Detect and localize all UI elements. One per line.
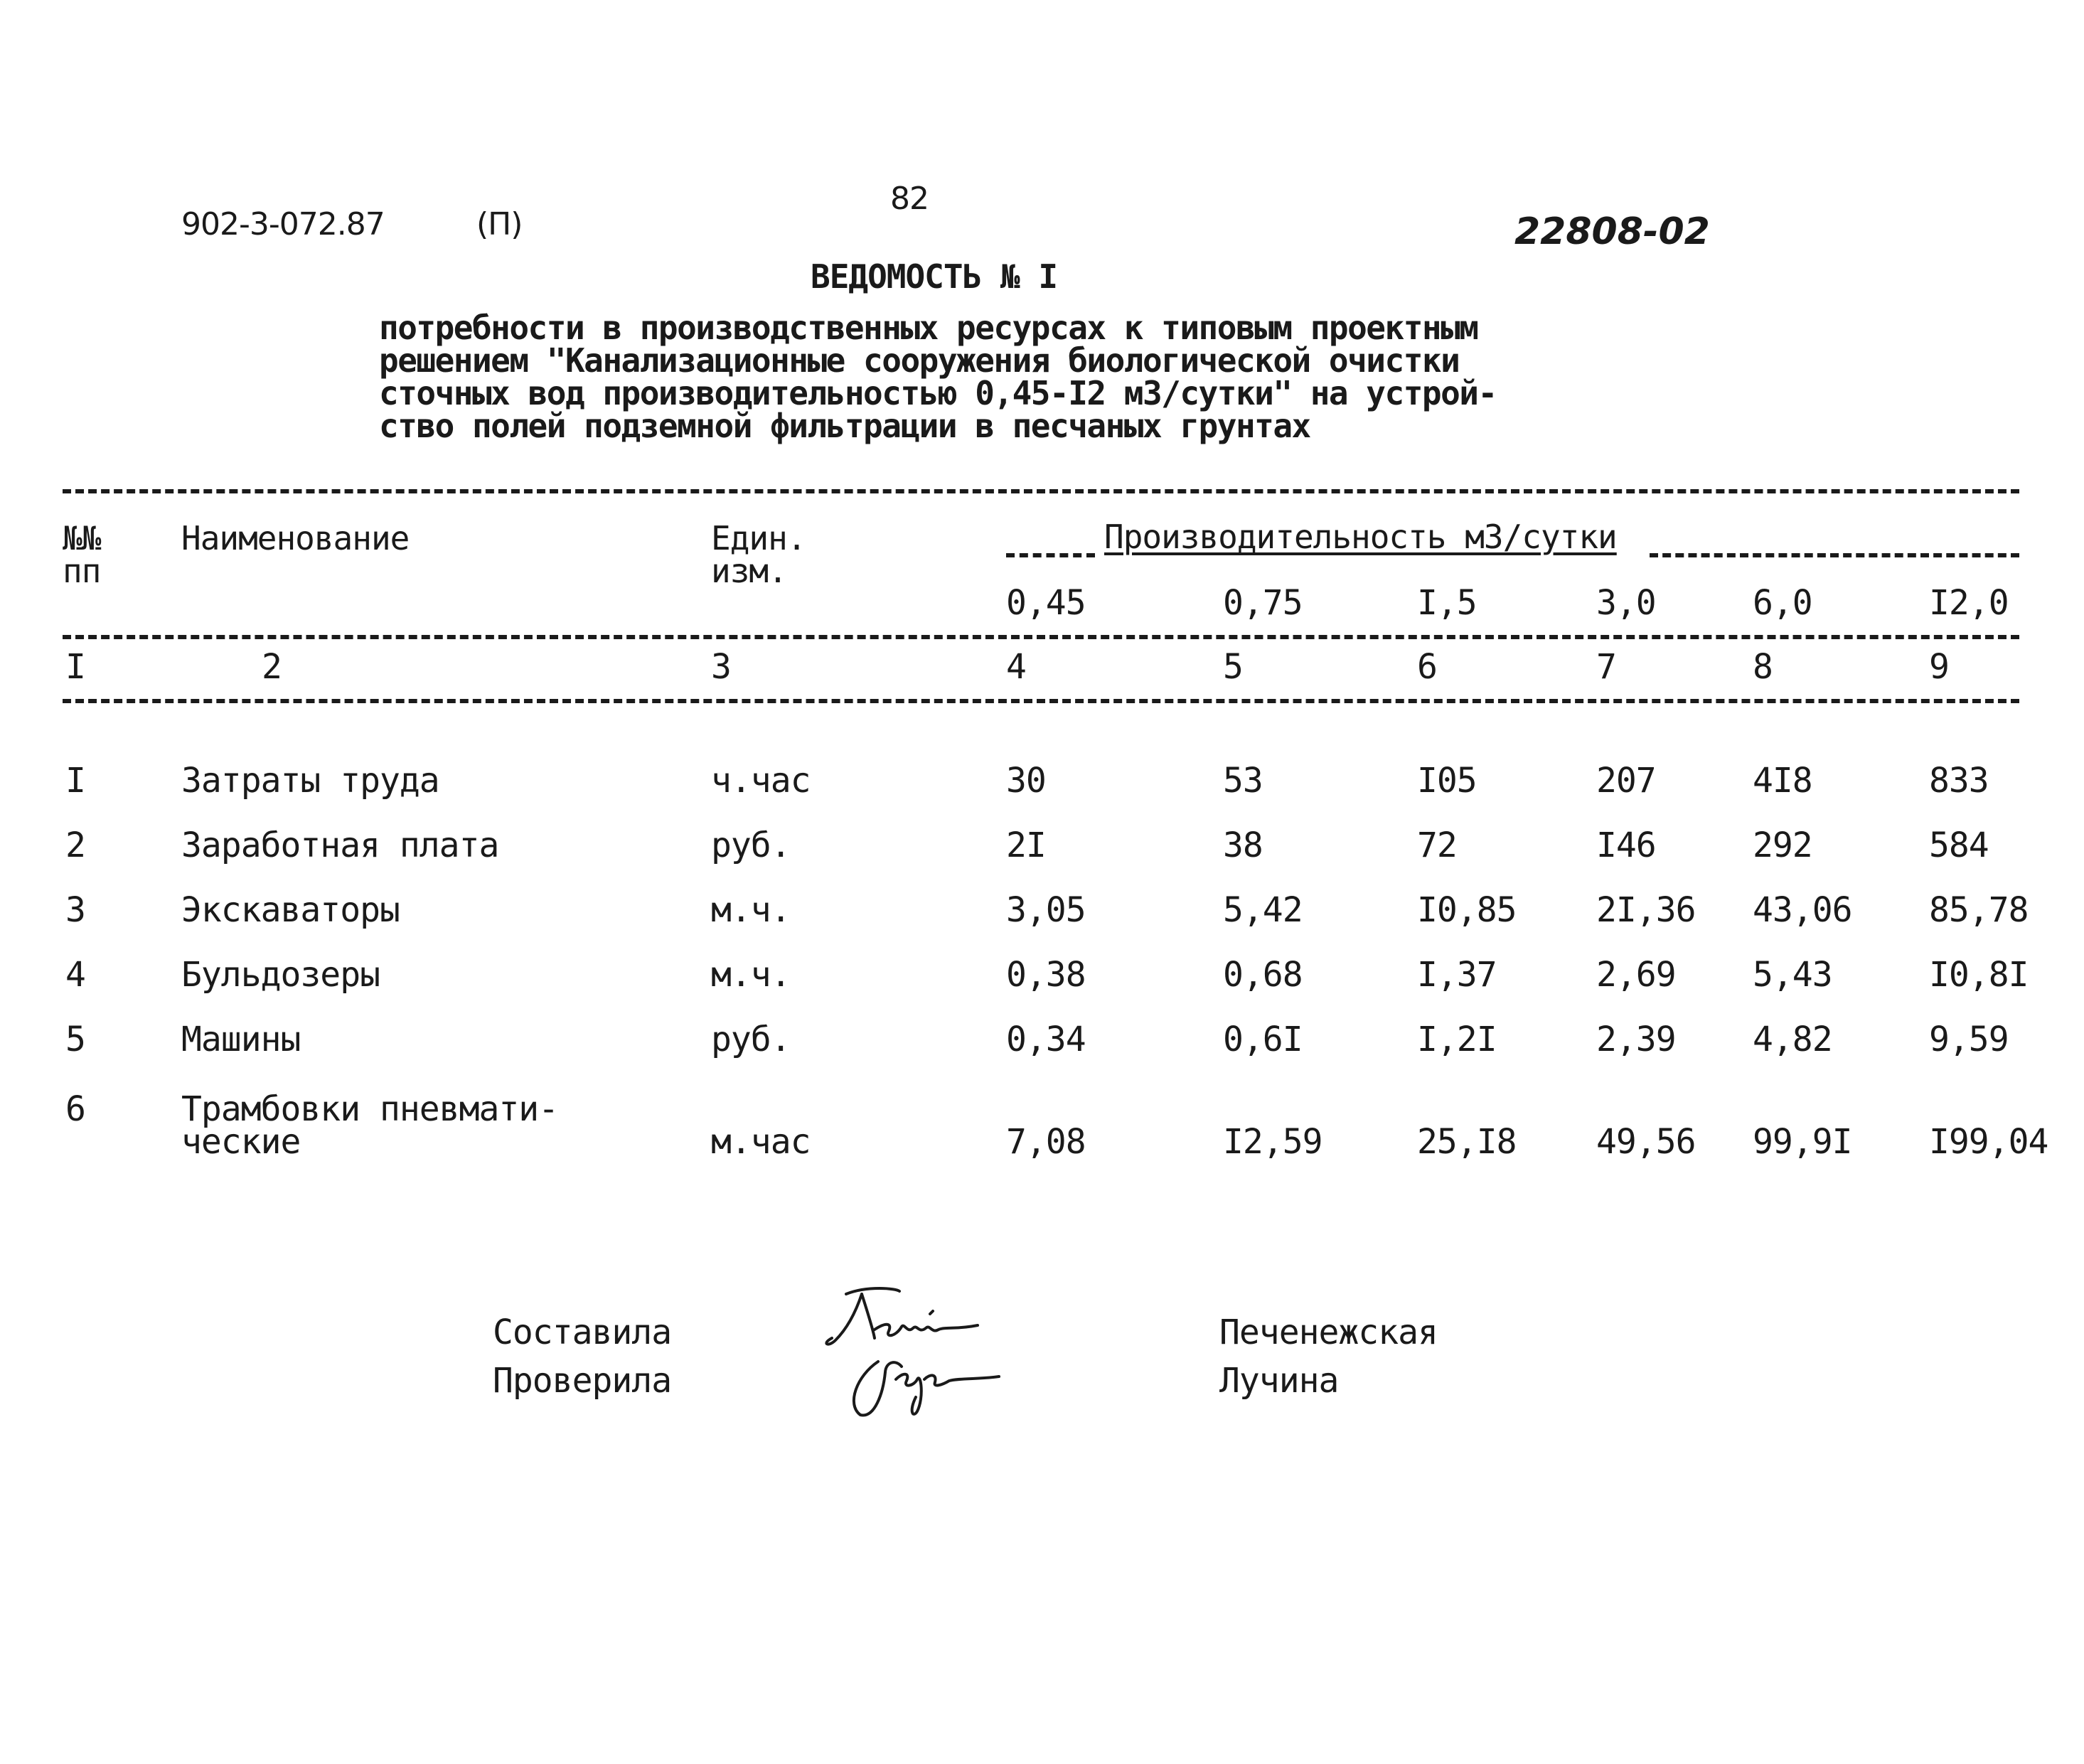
page-title: ВЕДОМОСТЬ № I <box>811 257 1058 296</box>
compiled-by-label: Составила <box>493 1313 672 1352</box>
checked-by-name: Лучина <box>1219 1361 1339 1401</box>
row-value: I46 <box>1596 825 1656 865</box>
header-bottom-rule <box>63 635 2019 639</box>
col-header-capacity-1: 0,45 <box>1006 583 1086 623</box>
row-value: 3,05 <box>1006 890 1086 930</box>
checked-by-label: Проверила <box>493 1361 672 1401</box>
col-header-unit-1: Един. <box>711 519 806 557</box>
row-number: I <box>65 761 85 801</box>
row-unit: руб. <box>711 1020 791 1059</box>
row-number: 4 <box>65 955 85 995</box>
col-header-num-1: №№ <box>63 519 101 557</box>
row-name-line-2: ческие <box>181 1122 301 1162</box>
page-number: 82 <box>890 181 929 217</box>
row-value: 4I8 <box>1753 761 1812 801</box>
subtitle-line-1: потребности в производственных ресурсах к типовым проектным <box>379 309 1478 347</box>
subtitle-line-3: сточных вод производительностью 0,45-I2 м3/сутки" на устрой- <box>379 374 1497 412</box>
row-unit: руб. <box>711 825 791 865</box>
row-unit: м.ч. <box>711 955 791 995</box>
row-value: 25,I8 <box>1417 1122 1517 1162</box>
row-value: 85,78 <box>1929 890 2029 930</box>
row-value: 0,6I <box>1223 1020 1303 1059</box>
row-number: 6 <box>65 1089 85 1129</box>
row-value: I05 <box>1417 761 1477 801</box>
row-value: 0,68 <box>1223 955 1303 995</box>
subtitle-line-4: ство полей подземной фильтрации в песчаных грунтах <box>379 407 1310 445</box>
col-header-capacity-3: I,5 <box>1417 583 1477 623</box>
row-unit: м.ч. <box>711 890 791 930</box>
row-value: 38 <box>1223 825 1263 865</box>
row-value: 207 <box>1596 761 1656 801</box>
row-value: I,2I <box>1417 1020 1497 1059</box>
row-value: 99,9I <box>1753 1122 1852 1162</box>
row-value: 30 <box>1006 761 1046 801</box>
row-name: Заработная плата <box>181 825 499 865</box>
row-value: 49,56 <box>1596 1122 1696 1162</box>
row-name: Машины <box>181 1020 301 1059</box>
col-number-1: I <box>65 647 85 687</box>
row-value: 5,43 <box>1753 955 1832 995</box>
document-code: 902-3-072.87 <box>181 206 385 242</box>
row-value: 584 <box>1929 825 1989 865</box>
row-value: I0,8I <box>1929 955 2029 995</box>
row-value: I,37 <box>1417 955 1497 995</box>
capacity-group-rule-right <box>1650 553 2019 557</box>
row-number: 3 <box>65 890 85 930</box>
row-value: 7,08 <box>1006 1122 1086 1162</box>
col-number-8: 8 <box>1753 647 1773 687</box>
table-top-rule <box>63 489 2019 493</box>
row-value: 0,38 <box>1006 955 1086 995</box>
col-header-capacity-6: I2,0 <box>1929 583 2009 623</box>
column-numbers-rule <box>63 699 2019 703</box>
row-value: 2I <box>1006 825 1046 865</box>
col-header-capacity-4: 3,0 <box>1596 583 1656 623</box>
row-unit: м.час <box>711 1122 811 1162</box>
row-value: I99,04 <box>1929 1122 2048 1162</box>
col-number-4: 4 <box>1006 647 1026 687</box>
row-value: 2,39 <box>1596 1020 1676 1059</box>
row-value: 2,69 <box>1596 955 1676 995</box>
col-header-capacity-5: 6,0 <box>1753 583 1812 623</box>
col-header-num-2: пп <box>63 552 101 590</box>
handwritten-signatures <box>818 1273 1102 1436</box>
col-header-capacity-group: Производительность м3/сутки <box>1104 518 1617 556</box>
col-number-3: 3 <box>711 647 731 687</box>
row-unit: ч.час <box>711 761 811 801</box>
row-value: 833 <box>1929 761 1989 801</box>
row-value: 5,42 <box>1223 890 1303 930</box>
row-value: 4,82 <box>1753 1020 1832 1059</box>
row-name-line-1: Трамбовки пневмати- <box>181 1089 559 1129</box>
inventory-number: 22808-02 <box>1514 210 1710 253</box>
col-number-5: 5 <box>1223 647 1243 687</box>
col-header-capacity-2: 0,75 <box>1223 583 1303 623</box>
document-part: (П) <box>476 206 523 242</box>
col-header-unit-2: изм. <box>711 552 787 590</box>
row-name: Бульдозеры <box>181 955 380 995</box>
row-value: I0,85 <box>1417 890 1517 930</box>
row-value: 0,34 <box>1006 1020 1086 1059</box>
col-number-2: 2 <box>262 647 282 687</box>
capacity-group-rule-left <box>1006 553 1095 557</box>
col-number-6: 6 <box>1417 647 1437 687</box>
row-value: 292 <box>1753 825 1812 865</box>
col-number-9: 9 <box>1929 647 1949 687</box>
col-header-name: Наименование <box>181 519 410 557</box>
row-value: I2,59 <box>1223 1122 1322 1162</box>
row-name: Затраты труда <box>181 761 439 801</box>
row-number: 2 <box>65 825 85 865</box>
row-value: 9,59 <box>1929 1020 2009 1059</box>
row-value: 43,06 <box>1753 890 1852 930</box>
compiled-by-name: Печенежская <box>1219 1313 1438 1352</box>
row-number: 5 <box>65 1020 85 1059</box>
row-value: 72 <box>1417 825 1457 865</box>
col-number-7: 7 <box>1596 647 1616 687</box>
row-name: Экскаваторы <box>181 890 400 930</box>
row-value: 53 <box>1223 761 1263 801</box>
subtitle-line-2: решением "Канализационные сооружения биологической очистки <box>379 341 1460 380</box>
row-value: 2I,36 <box>1596 890 1696 930</box>
